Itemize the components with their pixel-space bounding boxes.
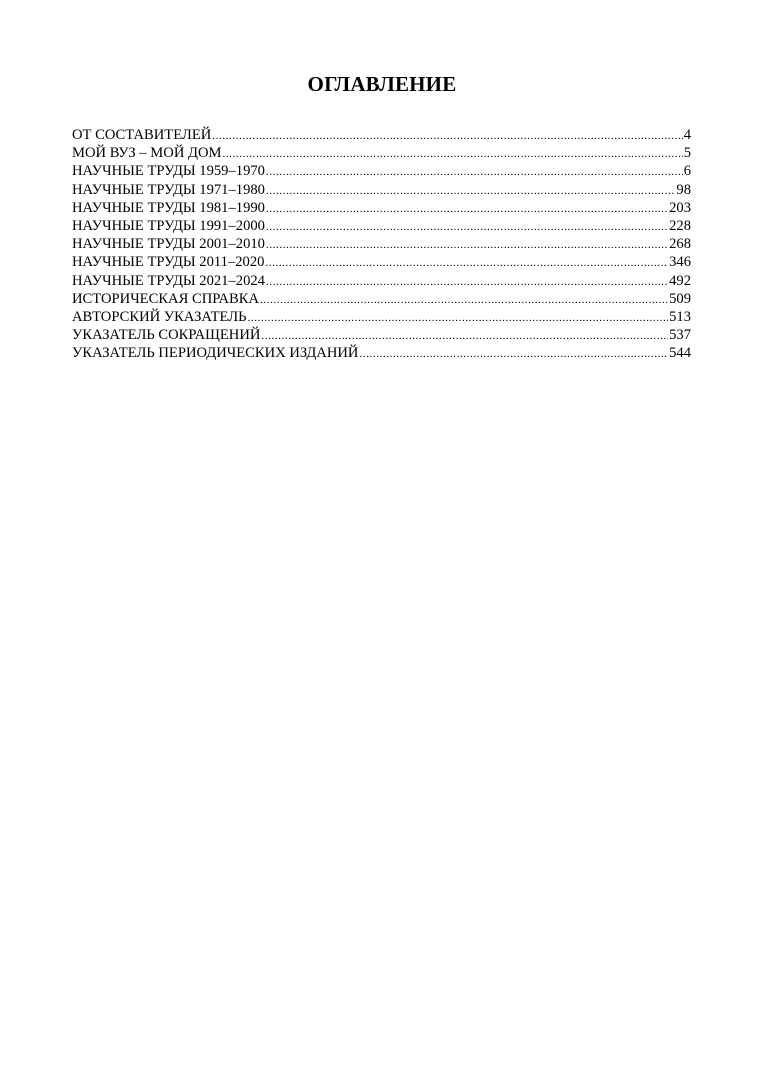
toc-dot-leader bbox=[266, 182, 675, 200]
toc-entry-page-number: 509 bbox=[669, 290, 691, 307]
toc-entry-page-number: 5 bbox=[683, 145, 691, 162]
toc-entry-page-number: 4 bbox=[683, 127, 691, 143]
toc-entry[interactable] bbox=[72, 217, 691, 235]
toc-dot-leader bbox=[248, 309, 669, 327]
toc-dot-leader bbox=[359, 345, 668, 363]
toc-entry-label: УКАЗАТЕЛЬ СОКРАЩЕНИЙ bbox=[72, 327, 261, 344]
toc-entry-label: НАУЧНЫЕ ТРУДЫ 1981–1990 bbox=[72, 199, 265, 216]
toc-entry-page-number: 346 bbox=[669, 254, 691, 271]
toc-dot-leader bbox=[265, 254, 668, 272]
page-title: ОГЛАВЛЕНИЕ bbox=[307, 72, 457, 96]
toc-dot-leader bbox=[261, 327, 668, 345]
toc-dot-leader bbox=[266, 236, 668, 254]
toc-dot-leader bbox=[266, 218, 668, 236]
toc-entry-page-number: 544 bbox=[669, 345, 691, 362]
toc-entry-page-number: 513 bbox=[669, 308, 691, 325]
toc-dot-leader bbox=[266, 200, 668, 218]
toc-entry[interactable] bbox=[72, 272, 691, 290]
toc-entry-label: АВТОРСКИЙ УКАЗАТЕЛЬ bbox=[72, 308, 247, 325]
toc-entry[interactable] bbox=[72, 162, 691, 180]
table-of-contents bbox=[72, 126, 691, 362]
toc-entry[interactable] bbox=[72, 235, 691, 253]
toc-entry-label: НАУЧНЫЕ ТРУДЫ 1991–2000 bbox=[72, 217, 265, 234]
toc-dot-leader bbox=[222, 145, 682, 163]
toc-entry-page-number: 98 bbox=[676, 181, 691, 198]
toc-entry-label: МОЙ ВУЗ – МОЙ ДОМ bbox=[72, 145, 222, 162]
toc-entry-label: НАУЧНЫЕ ТРУДЫ 1959–1970 bbox=[72, 163, 265, 180]
toc-dot-leader bbox=[212, 127, 682, 145]
toc-entry-page-number: 492 bbox=[669, 272, 691, 289]
toc-entry-page-number: 537 bbox=[669, 327, 691, 344]
toc-entry-label: УКАЗАТЕЛЬ ПЕРИОДИЧЕСКИХ ИЗДАНИЙ bbox=[72, 345, 359, 362]
toc-entry-label: ИСТОРИЧЕСКАЯ СПРАВКА bbox=[72, 290, 260, 307]
toc-dot-leader bbox=[260, 291, 668, 309]
toc-entry-page-number: 228 bbox=[669, 217, 691, 234]
toc-entry-page-number: 6 bbox=[683, 163, 691, 180]
toc-entry[interactable] bbox=[72, 144, 691, 162]
toc-entry-label: НАУЧНЫЕ ТРУДЫ 2001–2010 bbox=[72, 236, 265, 253]
toc-entry[interactable] bbox=[72, 199, 691, 217]
toc-entry-label: НАУЧНЫЕ ТРУДЫ 2021–2024 bbox=[72, 272, 265, 289]
toc-entry-label: НАУЧНЫЕ ТРУДЫ 1971–1980 bbox=[72, 181, 265, 198]
toc-entry-page-number: 203 bbox=[669, 199, 691, 216]
toc-dot-leader bbox=[266, 163, 683, 181]
toc-entry[interactable] bbox=[72, 126, 691, 144]
toc-entry[interactable] bbox=[72, 181, 691, 199]
toc-entry[interactable] bbox=[72, 253, 691, 271]
toc-dot-leader bbox=[266, 273, 668, 291]
toc-entry[interactable] bbox=[72, 290, 691, 308]
toc-entry-label: НАУЧНЫЕ ТРУДЫ 2011–2020 bbox=[72, 254, 265, 271]
toc-entry[interactable] bbox=[72, 344, 691, 362]
toc-entry[interactable] bbox=[72, 326, 691, 344]
toc-entry-label: ОТ СОСТАВИТЕЛЕЙ bbox=[72, 127, 212, 143]
toc-entry-page-number: 268 bbox=[669, 236, 691, 253]
toc-entry[interactable] bbox=[72, 308, 691, 326]
